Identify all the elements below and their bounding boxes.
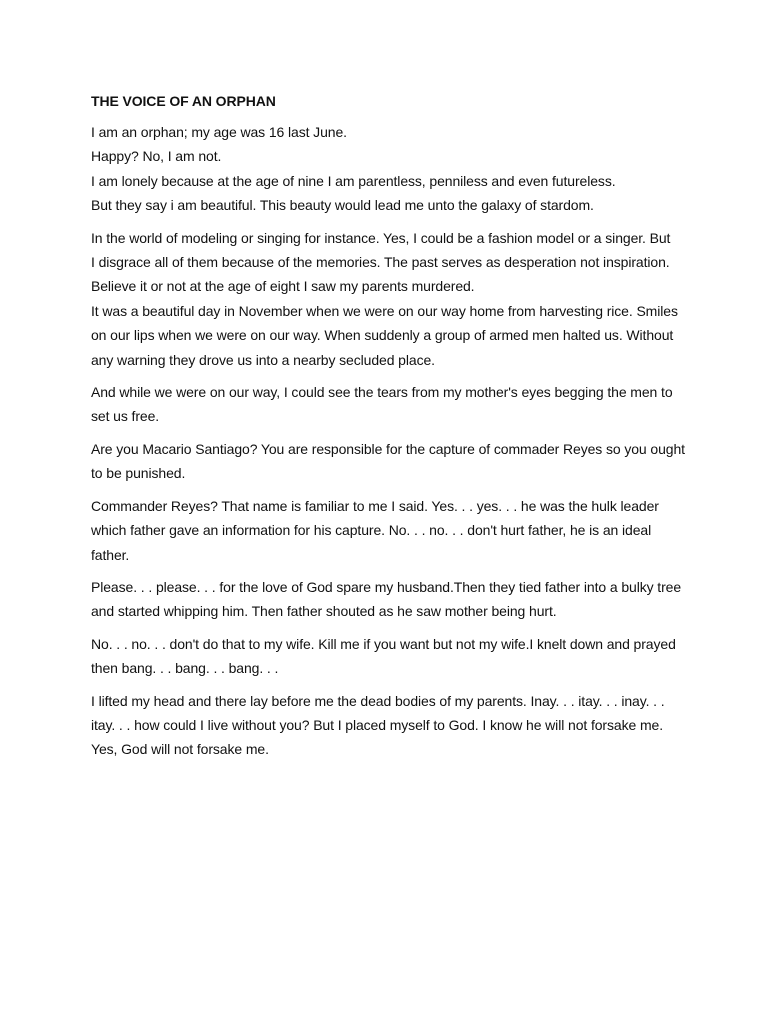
paragraph (91, 632, 691, 681)
paragraph (91, 494, 691, 567)
document-title: THE VOICE OF AN ORPHAN (91, 93, 276, 109)
paragraph-line: then bang. . . bang. . . bang. . . (91, 660, 279, 677)
paragraph-line: Are you Macario Santiago? You are responsible for the capture of commader Reyes so you ought (91, 440, 685, 457)
paragraph-line: itay. . . how could I live without you? But I placed myself to God. I know he will not forsake me. (91, 716, 663, 733)
paragraph (91, 380, 691, 429)
paragraph (91, 689, 691, 762)
paragraph-line: And while we were on our way, I could see the tears from my mother's eyes begging the men to (91, 384, 673, 401)
paragraph-line: which father gave an information for his capture. No. . . no. . . don't hurt father, he is an ideal (91, 522, 652, 539)
paragraph-line: It was a beautiful day in November when we were on our way home from harvesting rice. Smiles (91, 302, 678, 319)
paragraph (91, 437, 691, 486)
paragraph-line: any warning they drove us into a nearby secluded place. (91, 351, 435, 368)
paragraph-line: on our lips when we were on our way. When suddenly a group of armed men halted us. Without (91, 327, 674, 344)
paragraph-line: Yes, God will not forsake me. (91, 741, 269, 758)
paragraph-line: In the world of modeling or singing for instance. Yes, I could be a fashion model or a singer. But (91, 229, 671, 246)
paragraph-line: Happy? No, I am not. (91, 148, 222, 165)
paragraph-line: father. (91, 546, 130, 563)
paragraph (91, 226, 691, 372)
paragraph-line: I am lonely because at the age of nine I am parentless, penniless and even futureless. (91, 172, 616, 189)
paragraph-line: Please. . . please. . . for the love of God spare my husband.Then they tied father into a bulky tree (91, 578, 682, 595)
paragraph-line: I lifted my head and there lay before me the dead bodies of my parents. Inay. . . itay. . . inay. . . (91, 692, 665, 709)
paragraph (91, 120, 691, 218)
paragraph-line: But they say i am beautiful. This beauty would lead me unto the galaxy of stardom. (91, 197, 594, 214)
paragraph-line: to be punished. (91, 465, 186, 482)
paragraph-line: I am an orphan; my age was 16 last June. (91, 124, 347, 140)
paragraph-line: I disgrace all of them because of the memories. The past serves as desperation not inspiration. (91, 254, 670, 271)
paragraph-line: and started whipping him. Then father shouted as he saw mother being hurt. (91, 603, 557, 620)
paragraph-line: No. . . no. . . don't do that to my wife. Kill me if you want but not my wife.I knelt down and prayed (91, 635, 676, 652)
paragraph-line: set us free. (91, 408, 160, 425)
document-body (91, 92, 691, 770)
paragraph-list (91, 120, 691, 762)
paragraph (91, 575, 691, 624)
paragraph-line: Believe it or not at the age of eight I saw my parents murdered. (91, 278, 475, 295)
paragraph-line: Commander Reyes? That name is familiar to me I said. Yes. . . yes. . . he was the hulk leader (91, 497, 659, 514)
